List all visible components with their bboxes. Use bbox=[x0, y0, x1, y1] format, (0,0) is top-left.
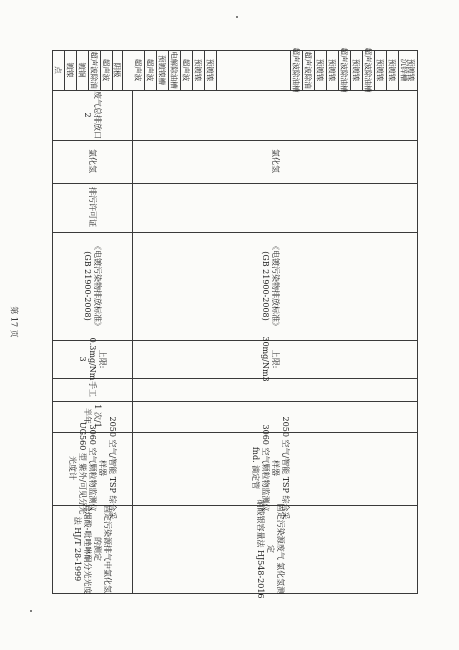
row1-method-type: 手工 bbox=[88, 381, 97, 397]
strip-cell-mid-4: 电解除油槽 bbox=[169, 51, 179, 89]
row1-frequency: 1 次/1 半年 bbox=[83, 404, 102, 428]
strip-divider bbox=[216, 50, 217, 90]
strip-cell-mid-5: 超声波 bbox=[181, 58, 191, 82]
strip-cell-mid-1: 超声波 bbox=[133, 58, 143, 82]
strip-cell-mid-7: 预镀镍 bbox=[205, 58, 215, 82]
row2-standard: 《电镀污染物排放标准》 (GB 21900-2008) bbox=[261, 242, 280, 330]
strip-cell-right-4: 预镀镍 bbox=[327, 58, 337, 82]
scan-speck bbox=[236, 16, 238, 18]
strip-cell-right-1: 超声波除油槽 bbox=[291, 47, 301, 93]
row1-outlet: 废气总排放口 2 bbox=[83, 91, 102, 139]
strip-cell-mid-2: 超声波 bbox=[145, 58, 155, 82]
column-divider bbox=[52, 232, 418, 233]
strip-cell-right-6: 预镀镍 bbox=[351, 58, 361, 82]
column-divider bbox=[52, 401, 418, 402]
table-right-border bbox=[417, 50, 418, 594]
strip-cell-left-6: 阴极 bbox=[112, 62, 122, 78]
column-divider bbox=[52, 140, 418, 141]
strip-cell-right-8: 预镀镍 bbox=[375, 58, 385, 82]
strip-cell-left-4: 超声波除油 bbox=[89, 51, 99, 89]
strip-divider bbox=[122, 50, 123, 90]
row2-equipment: 2050 空气/智能 TSP 综合采 样器 3060 空气颗粒物监测仪 fnd. 滴定管 bbox=[251, 416, 290, 520]
row1-limit: 上限: 0.3mg/Nm 3 bbox=[78, 337, 107, 381]
strip-cell-right-11: 预镀镍 bbox=[406, 58, 416, 82]
strip-cell-left-3: 镀铜 bbox=[77, 62, 87, 78]
strip-cell-left-1: 点 bbox=[53, 66, 63, 74]
strip-cell-left-2: 镀镍 bbox=[65, 62, 75, 78]
row1-analysis: 固定污染源排气中氯化氢 的测定 异烟酸-吡唑啉酮分光光度 法 HJ/T 28-1999 bbox=[73, 503, 112, 595]
strip-cell-right-3: 预镀镍 bbox=[315, 58, 325, 82]
strip-cell-mid-6: 预镀镍 bbox=[193, 58, 203, 82]
column-divider bbox=[52, 183, 418, 184]
row2-analysis: 固定污染源废气 氯化氢测 定 硝酸银容量法 HJ548-2016 bbox=[256, 499, 285, 599]
row-divider bbox=[132, 90, 133, 594]
row1-equipment: 2050 空气/智能 TSP 综合采 样器 3060 空气颗粒物监测仪 UG560 型 紫外/可见分光 光度计 bbox=[68, 416, 117, 520]
strip-cell-right-7: 超声波除油槽 bbox=[363, 47, 373, 93]
strip-cell-right-9: 预镀镍 bbox=[387, 58, 397, 82]
row2-pollutant: 氯化氢 bbox=[271, 149, 280, 173]
scan-speck bbox=[30, 610, 32, 612]
row2-limit: 上限: 30mg/Nm3 bbox=[261, 336, 280, 382]
strip-cell-mid-3: 预镀镍槽 bbox=[157, 55, 167, 85]
row1-permit: 排污许可证 bbox=[88, 187, 97, 227]
row1-pollutant: 氯化氢 bbox=[88, 149, 97, 173]
strip-cell-left-5: 超声波 bbox=[101, 58, 111, 82]
strip-cell-right-2: 超声波除油 bbox=[303, 51, 313, 89]
strip-cell-right-5: 超声波除油槽 bbox=[339, 47, 349, 93]
page-number: 第 17 页 bbox=[9, 306, 19, 338]
strip-cell-right-10: 沉锌槽 bbox=[399, 58, 409, 82]
row1-standard: 《电镀污染物排放标准》 (GB 21900-2008) bbox=[83, 242, 102, 330]
table-left-border bbox=[52, 50, 53, 594]
